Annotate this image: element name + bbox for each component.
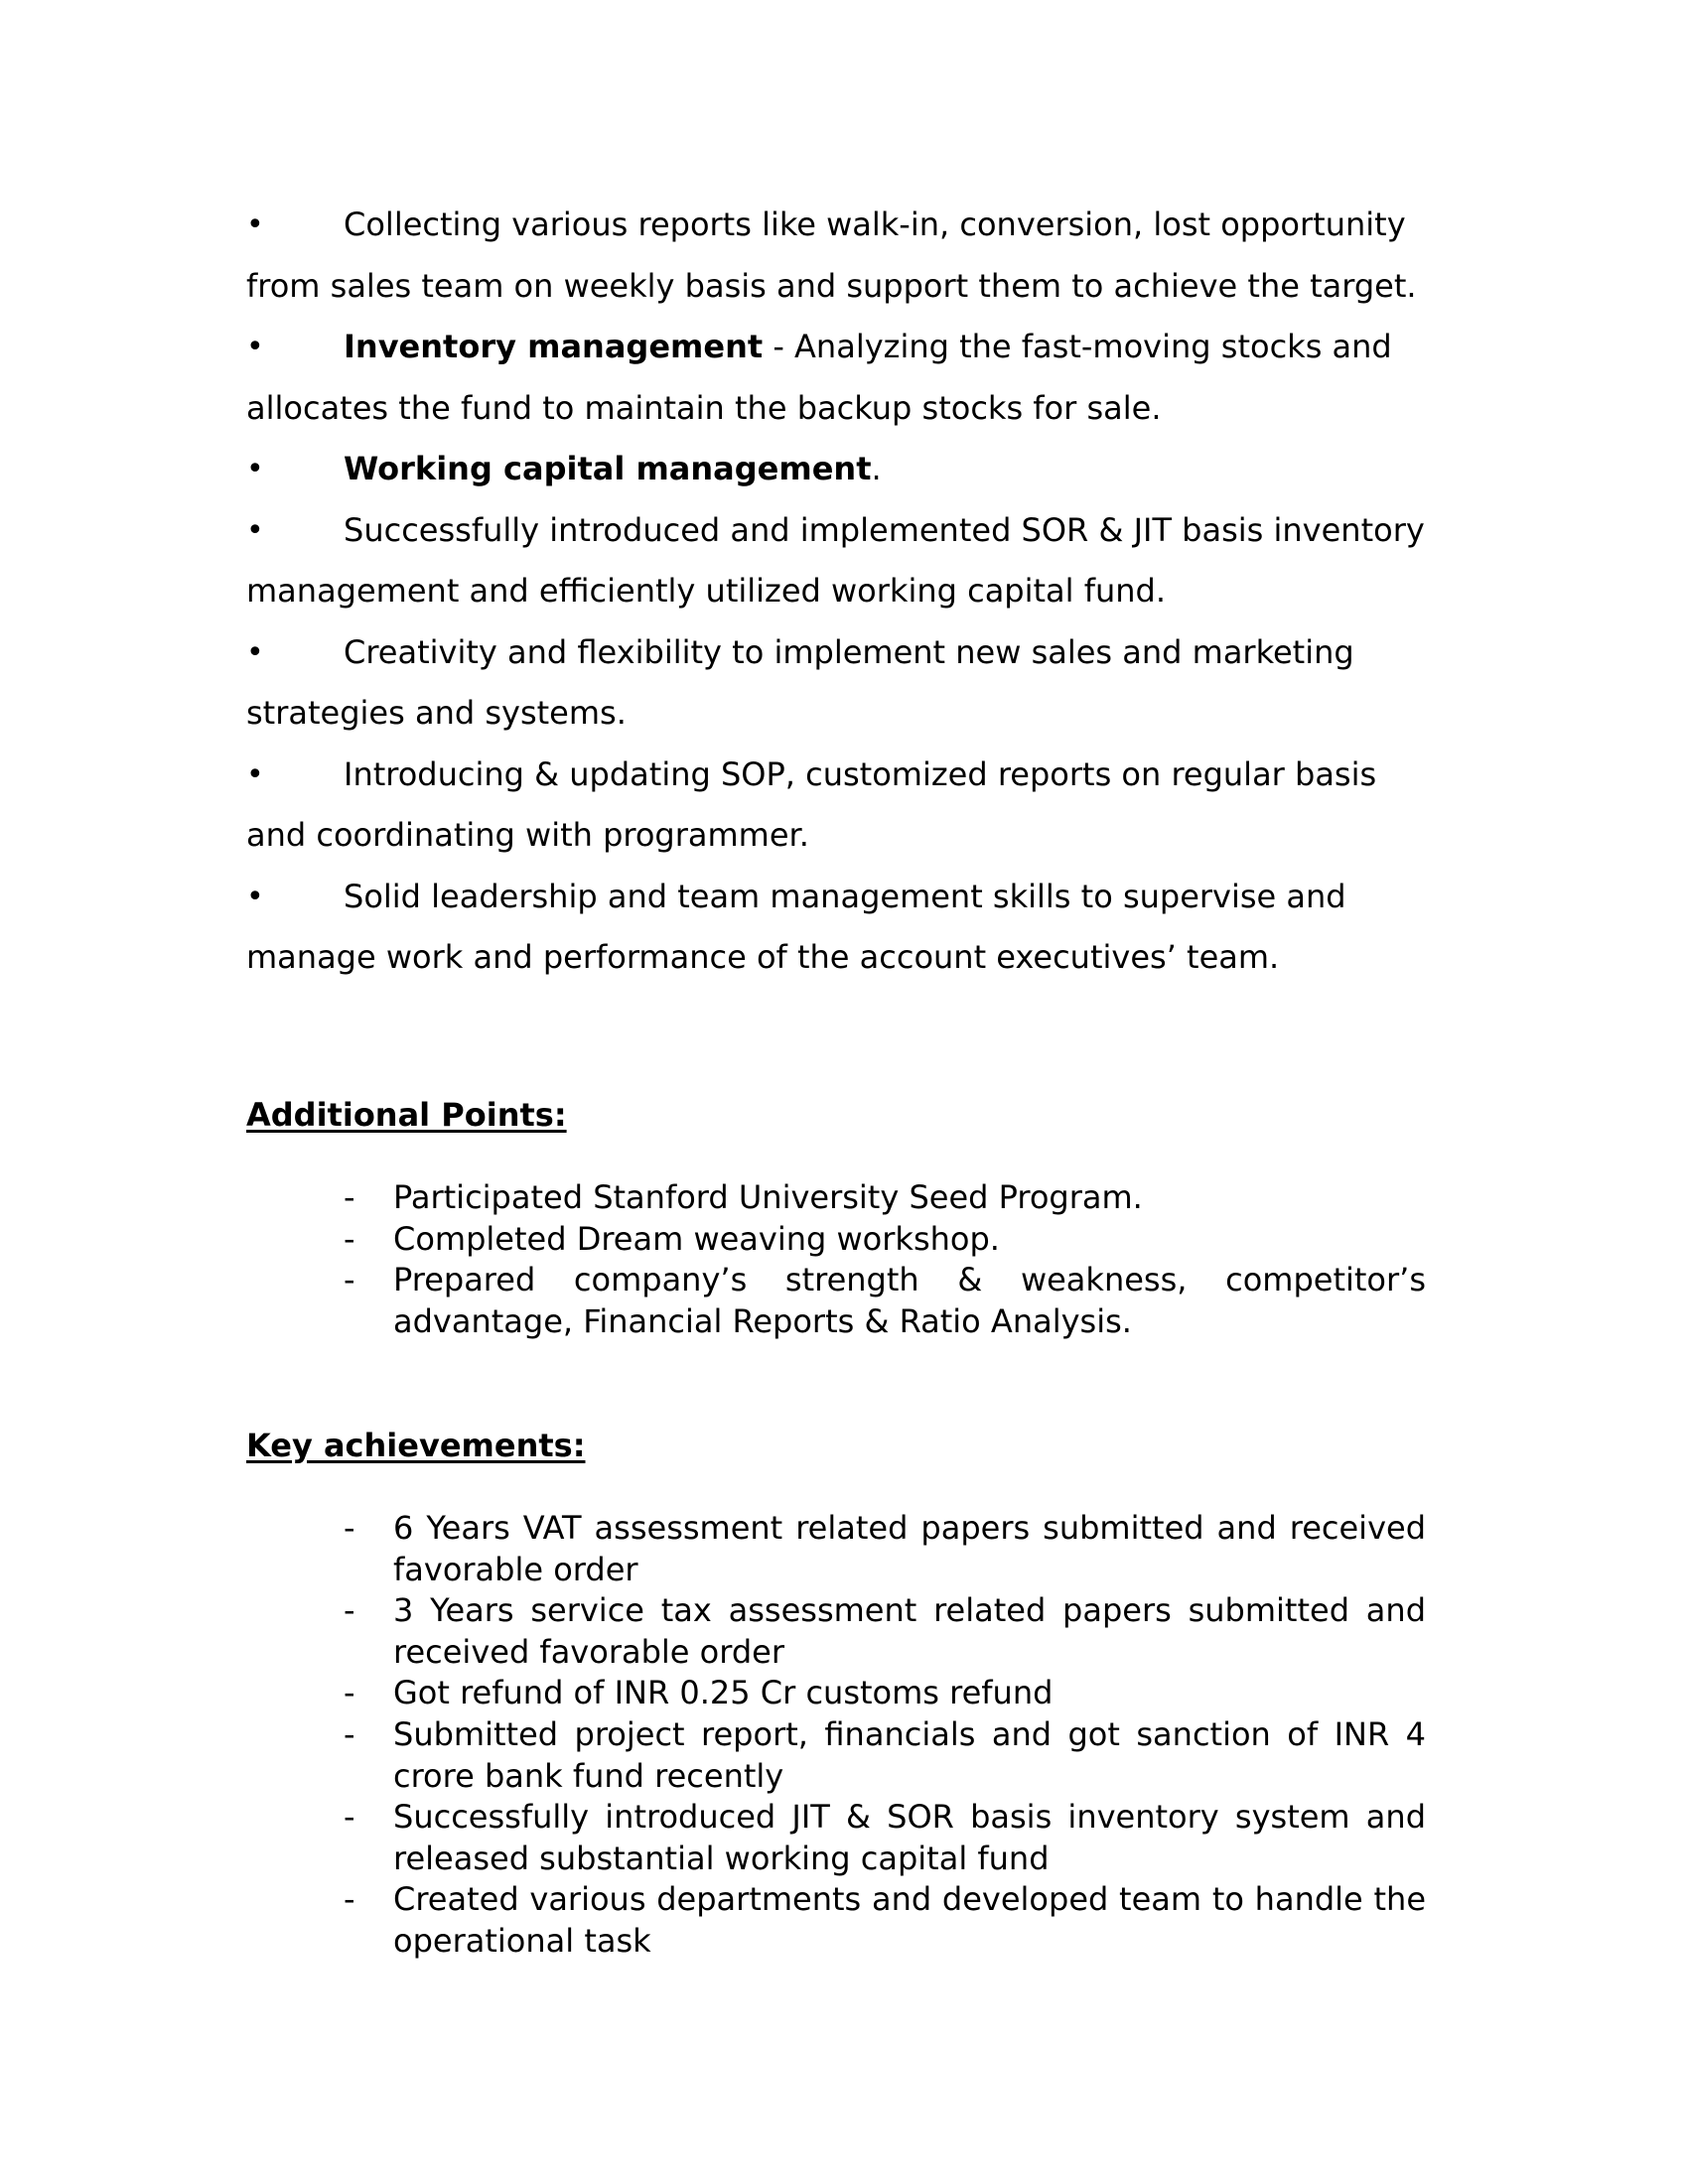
key-achievements-heading: Key achievements: bbox=[246, 1427, 586, 1464]
dash-icon: - bbox=[344, 1219, 355, 1258]
list-item-text: Successfully introduced JIT & SOR basis inventory system and released substantial working capital fund bbox=[393, 1798, 1426, 1877]
bullet-icon: • bbox=[246, 512, 264, 548]
bullet-text: Creativity and flexibility to implement new sales and marketing strategies and systems. bbox=[246, 632, 1354, 732]
bullet-bold-label: Working capital management bbox=[344, 450, 872, 487]
list-item-text: Got refund of INR 0.25 Cr customs refund bbox=[393, 1674, 1054, 1712]
additional-points-heading: Additional Points: bbox=[246, 1096, 567, 1134]
dash-icon: - bbox=[344, 1261, 355, 1299]
bullet-icon: • bbox=[246, 879, 264, 914]
bullet-text: Collecting various reports like walk-in, conversion, lost opportunity from sales team on weekly basis and support them to achieve the target. bbox=[246, 205, 1417, 305]
dash-icon: - bbox=[344, 1178, 355, 1216]
dash-icon: - bbox=[344, 1798, 355, 1837]
list-item bbox=[344, 1508, 1426, 1590]
list-item bbox=[344, 1177, 1426, 1219]
responsibilities-list bbox=[246, 195, 1426, 989]
list-item bbox=[246, 622, 1426, 745]
list-item bbox=[344, 1260, 1426, 1342]
bullet-icon: • bbox=[246, 634, 264, 670]
bullet-bold-label: Inventory management bbox=[344, 328, 764, 365]
list-item bbox=[246, 500, 1426, 622]
list-item-text: Prepared company’s strength & weakness, competitor’s advantage, Financial Reports & Ratio Analysis. bbox=[393, 1261, 1426, 1340]
bullet-icon: • bbox=[246, 756, 264, 792]
list-item bbox=[344, 1879, 1426, 1962]
list-item bbox=[344, 1673, 1426, 1714]
bullet-text: . bbox=[871, 450, 882, 487]
key-achievements-list bbox=[344, 1508, 1426, 1963]
list-item bbox=[344, 1714, 1426, 1797]
bullet-icon: • bbox=[246, 452, 264, 486]
responsibilities-section bbox=[246, 195, 1426, 989]
list-item-text: Participated Stanford University Seed Program. bbox=[393, 1178, 1143, 1216]
dash-icon: - bbox=[344, 1674, 355, 1712]
list-item bbox=[246, 317, 1426, 439]
list-item-text: 6 Years VAT assessment related papers submitted and received favorable order bbox=[393, 1509, 1426, 1588]
list-item-text: Completed Dream weaving workshop. bbox=[393, 1219, 1000, 1258]
list-item bbox=[246, 745, 1426, 867]
list-item bbox=[246, 439, 1426, 500]
additional-points-list bbox=[344, 1177, 1426, 1342]
dash-icon: - bbox=[344, 1714, 355, 1753]
bullet-text: Successfully introduced and implemented SOR & JIT basis inventory management and efficiently utilized working capital fund. bbox=[246, 510, 1425, 610]
list-item-text: Created various departments and developed team to handle the operational task bbox=[393, 1880, 1426, 1960]
list-item-text: Submitted project report, financials and got sanction of INR 4 crore bank fund recently bbox=[393, 1714, 1426, 1795]
bullet-text: Introducing & updating SOP, customized reports on regular basis and coordinating with programmer. bbox=[246, 754, 1377, 854]
list-item bbox=[344, 1590, 1426, 1673]
bullet-icon: • bbox=[246, 207, 264, 242]
list-item bbox=[246, 195, 1426, 317]
dash-icon: - bbox=[344, 1591, 355, 1630]
bullet-icon: • bbox=[246, 330, 264, 364]
list-item bbox=[344, 1219, 1426, 1261]
list-item-text: 3 Years service tax assessment related papers submitted and received favorable order bbox=[393, 1591, 1426, 1671]
dash-icon: - bbox=[344, 1509, 355, 1547]
dash-icon: - bbox=[344, 1880, 355, 1919]
list-item bbox=[344, 1797, 1426, 1879]
bullet-text: - Analyzing the fast-moving stocks and allocates the fund to maintain the backup stocks for sale. bbox=[246, 328, 1392, 427]
bullet-text: Solid leadership and team management skills to supervise and manage work and performance of the account executives’ team. bbox=[246, 877, 1346, 976]
list-item bbox=[246, 867, 1426, 989]
